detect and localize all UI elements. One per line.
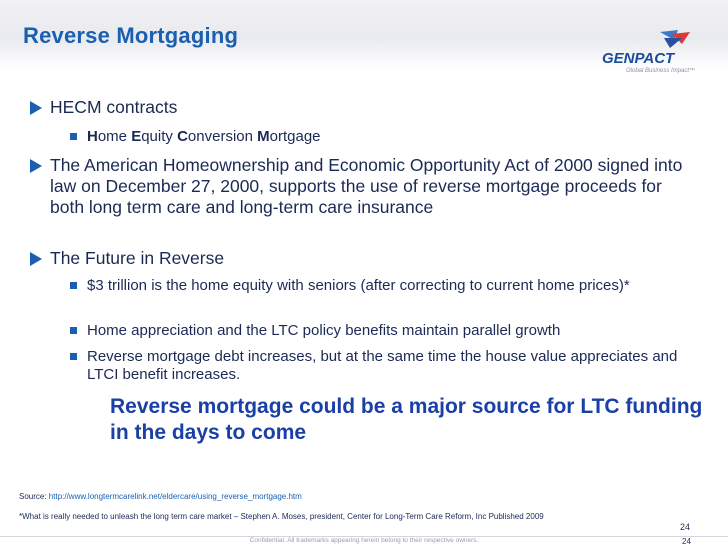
arrow-bullet-icon [30, 159, 42, 173]
word-quity: quity [141, 128, 178, 145]
sub-bullet-text: $3 trillion is the home equity with seniors (after correcting to current home prices)* [87, 277, 630, 294]
logo-tagline: Global Business Impact™ [626, 68, 696, 74]
letter-c: C [177, 128, 188, 145]
confidential-notice: Confidential. All trademarks appearing herein belong to their respective owners. [249, 537, 479, 544]
word-onversion: onversion [187, 128, 258, 145]
bullet-text: The American Homeownership and Economic Opportunity Act of 2000 signed into law on December 27, 2000, supports the use of reverse mortgage proceeds for both long term care and long-term care insurance [50, 155, 683, 217]
genpact-logo-mark-icon [598, 30, 698, 52]
arrow-bullet-icon [30, 252, 42, 266]
square-bullet-icon [70, 353, 77, 360]
sub-bullet-text [87, 128, 687, 146]
word-ortgage: ortgage [269, 128, 321, 145]
logo-wordmark: GENPACT [602, 50, 675, 67]
highlight-statement: Reverse mortgage could be a major source for LTC funding in the days to come [110, 395, 703, 444]
genpact-logo [598, 30, 698, 80]
bullet-text: The Future in Reverse [50, 248, 225, 268]
footnote: *What is really needed to unleash the long term care market – Stephen A. Moses, president, Center for Long-Term Care Reform, Inc Published 2009 [19, 512, 544, 521]
page-number: 24 [680, 522, 691, 532]
arrow-bullet-icon [30, 101, 42, 115]
footer-page-number: 24 [682, 537, 691, 546]
square-bullet-icon [70, 282, 77, 289]
letter-h: H [87, 128, 98, 145]
sub-bullet-text: Reverse mortgage debt increases, but at the same time the house value appreciates and LTCI benefit increases. [87, 348, 678, 383]
square-bullet-icon [70, 327, 77, 334]
sub-bullet-text: Home appreciation and the LTC policy benefits maintain parallel growth [87, 322, 561, 339]
bullet-text: HECM contracts [50, 97, 178, 117]
source-link[interactable]: http://www.longtermcarelink.net/eldercare/using_reverse_mortgage.htm [48, 492, 302, 501]
square-bullet-icon [70, 133, 77, 140]
source-label: Source: [19, 492, 49, 501]
letter-e: E [131, 128, 142, 145]
letter-m: M [257, 128, 270, 145]
word-ome: ome [97, 128, 132, 145]
source-line [19, 492, 302, 501]
slide-title: Reverse Mortgaging [23, 23, 239, 48]
